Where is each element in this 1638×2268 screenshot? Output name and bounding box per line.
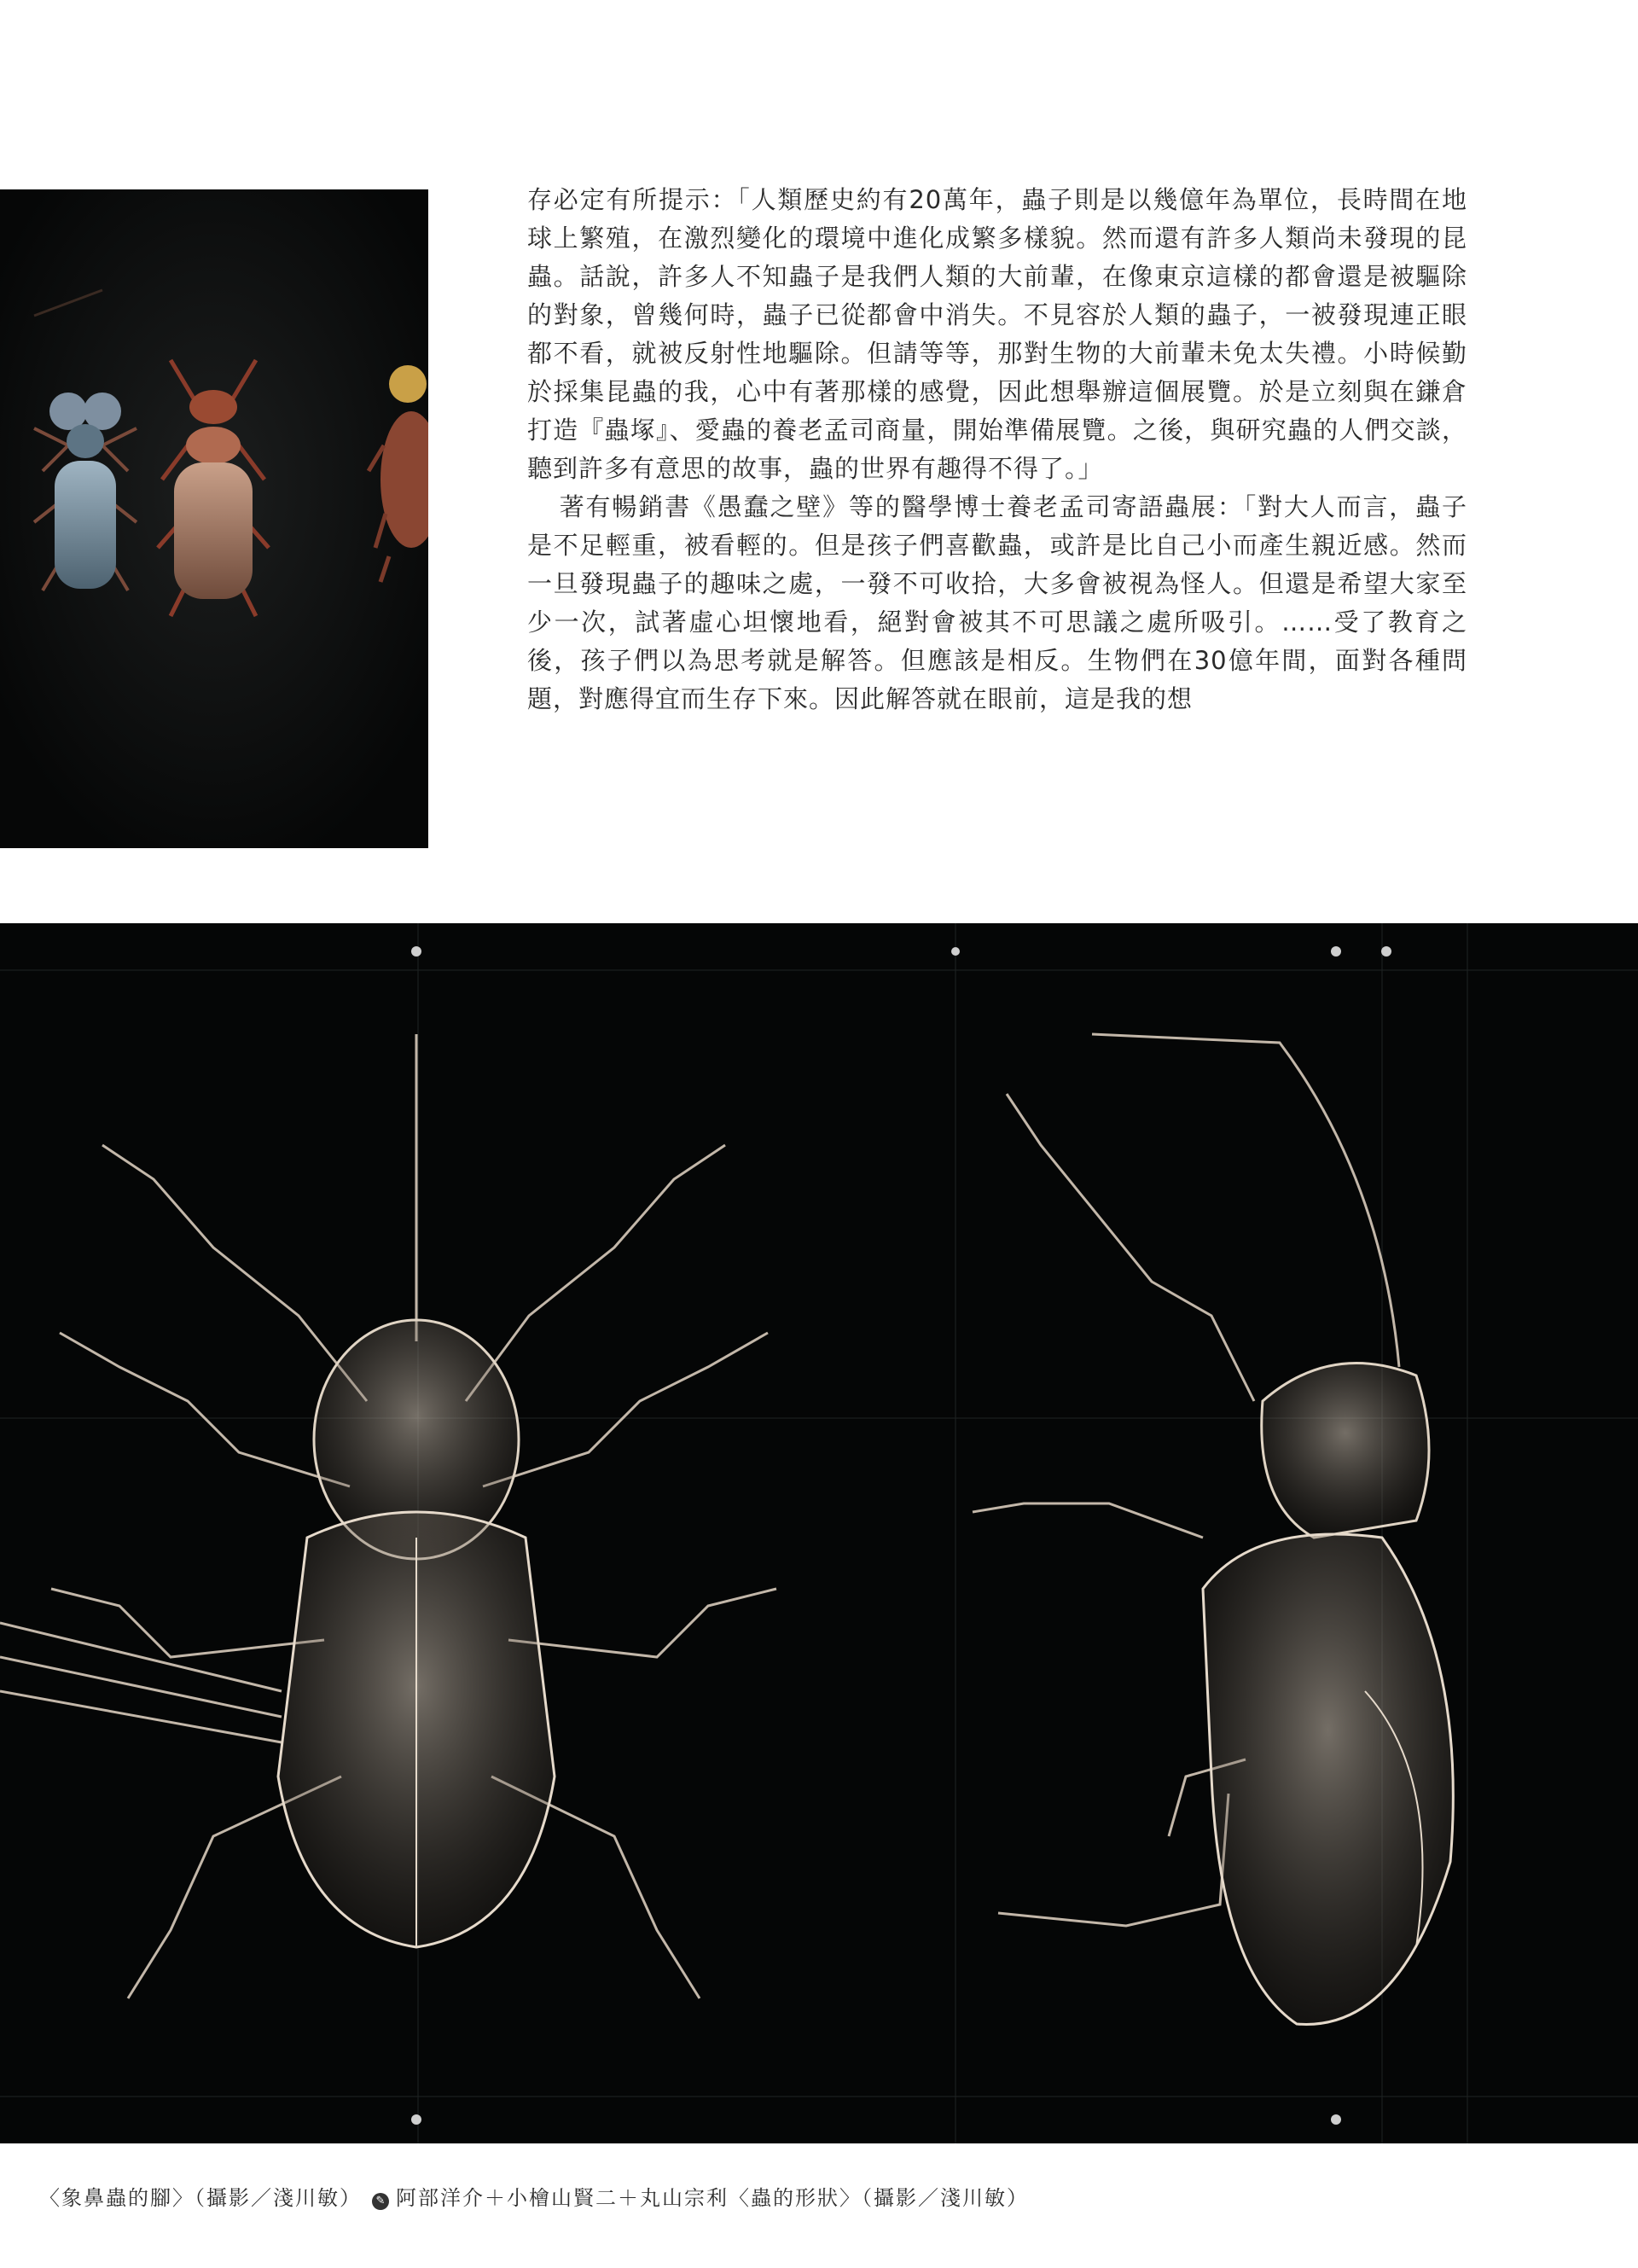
article-body (527, 181, 1467, 718)
article-paragraph-1: 存必定有所提示：「人類歷史約有20萬年，蟲子則是以幾億年為單位，長時間在地球上繁殖，在激烈變化的環境中進化成繁多樣貌。然而還有許多人類尚未發現的昆蟲。話說，許多人不知蟲子是我們人類的大前輩，在像東京這樣的都會還是被驅除的對象，曾幾何時，蟲子已從都會中消失。不見容於人類的蟲子，一被發現連正眼都不看，就被反射性地驅除。但請等等，那對生物的大前輩未免太失禮。小時候勤於採集昆蟲的我，心中有著那樣的感覺，因此想舉辦這個展覽。於是立刻與在鎌倉打造『蟲塚』、愛蟲的養老孟司商量，開始準備展覽。之後，與研究蟲的人們交談，聽到許多有意思的故事，蟲的世界有趣得不得了。」 (527, 185, 1467, 483)
beetle-specimens-illustration (0, 189, 428, 848)
weevil-xray-illustration (0, 923, 1638, 2143)
caption-part-2: 阿部洋介＋小檜山賢二＋丸山宗利〈蟲的形狀〉（攝影／淺川敏） (396, 2186, 1029, 2210)
article-paragraph-2: 著有暢銷書《愚蠢之壁》等的醫學博士養老孟司寄語蟲展：「對大人而言，蟲子是不足輕重，被看輕的。但是孩子們喜歡蟲，或許是比自己小而產生親近感。然而一旦發現蟲子的趣味之處，一發不可收拾，大多會被視為怪人。但還是希望大家至少一次，試著虛心坦懷地看，絕對會被其不可思議之處所吸引。……受了教育之後，孩子們以為思考就是解答。但應該是相反。生物們在30億年間，面對各種問題，對應得宜而生存下來。因此解答就在眼前，這是我的想 (527, 492, 1467, 713)
weevil-xray-photo (0, 923, 1638, 2143)
caption-part-1: 〈象鼻蟲的腳〉（攝影／淺川敏） (39, 2186, 362, 2210)
pencil-icon: ✎ (372, 2193, 389, 2210)
beetle-specimens-photo (0, 189, 428, 848)
photo-caption (39, 2181, 1609, 2211)
